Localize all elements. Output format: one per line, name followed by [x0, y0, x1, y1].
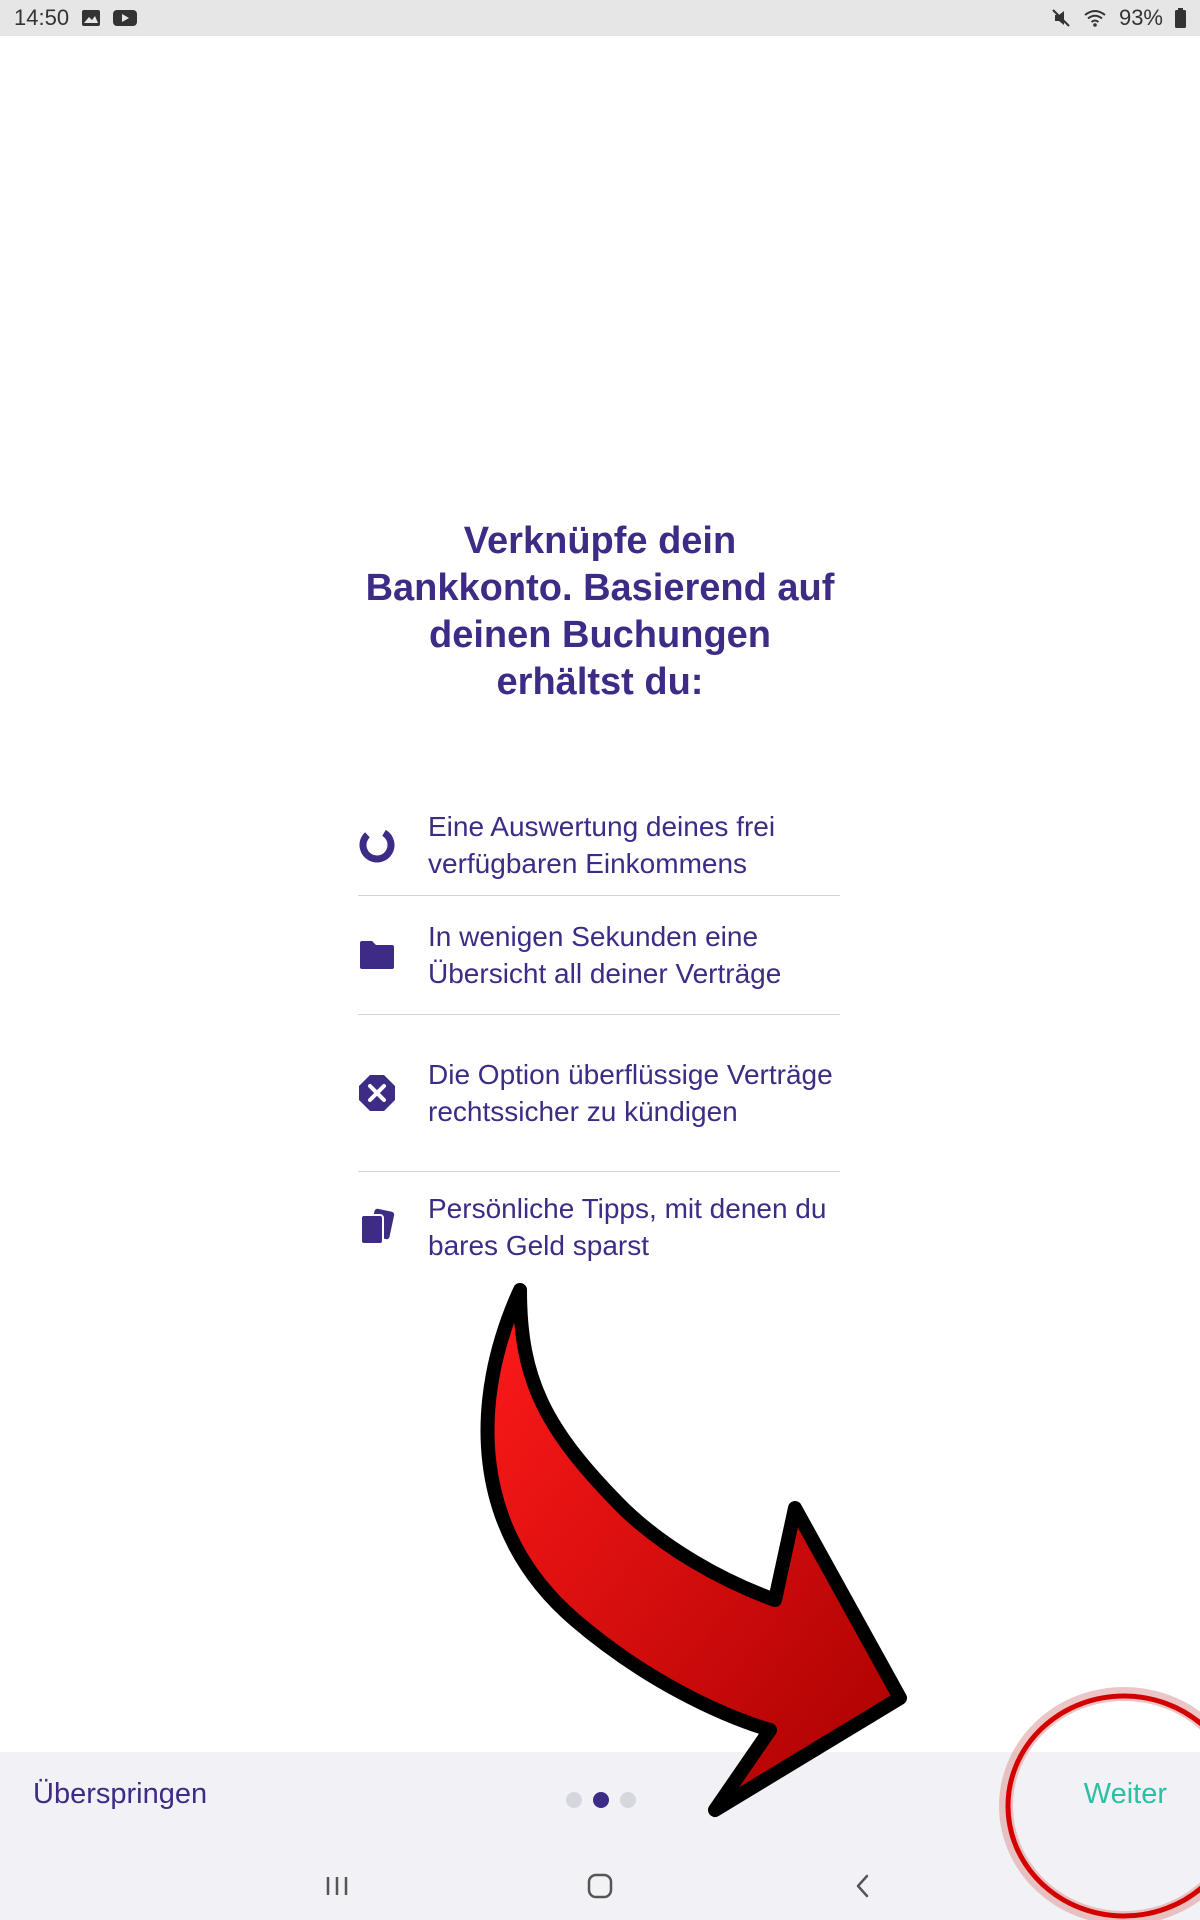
feature-text: In wenigen Sekunden eine Übersicht all deiner Verträge: [428, 921, 782, 989]
youtube-icon: [113, 9, 137, 27]
status-left: [14, 5, 137, 31]
feature-text: Persönliche Tipps, mit denen du bares Geld sparst: [428, 1193, 827, 1261]
wifi-icon: [1083, 9, 1107, 27]
page-dot-active: [593, 1792, 609, 1808]
battery-icon: [1175, 8, 1186, 28]
page-title: Verknüpfe dein Bankkonto. Basierend auf deinen Buchungen erhältst du:: [365, 520, 835, 703]
battery-percent: 93%: [1118, 5, 1163, 30]
cards-icon: [358, 1208, 396, 1246]
home-icon[interactable]: [580, 1868, 620, 1904]
page-indicator: [566, 1792, 636, 1808]
feature-list: [358, 795, 840, 1282]
page-dot: [620, 1792, 636, 1808]
bottom-action-bar: [0, 1752, 1200, 1850]
annotation-arrow: [488, 1290, 900, 1810]
list-item: [358, 896, 840, 1015]
status-time: 14:50: [14, 5, 70, 30]
status-bar: [0, 0, 1200, 36]
feature-text: Eine Auswertung deines frei verfügbaren Einkommens: [428, 811, 776, 879]
status-right: [1051, 5, 1186, 31]
gallery-icon: [81, 9, 101, 27]
folder-icon: [358, 936, 396, 974]
close-circle-icon: [358, 1074, 396, 1112]
donut-progress-icon: [358, 826, 396, 864]
skip-button[interactable]: Überspringen: [33, 1778, 208, 1810]
list-item: [358, 1172, 840, 1282]
mute-icon: [1051, 8, 1071, 28]
page-dot: [566, 1792, 582, 1808]
back-icon[interactable]: [843, 1868, 883, 1904]
navigation-bar: [0, 1850, 1200, 1920]
next-button[interactable]: Weiter: [1083, 1778, 1167, 1810]
list-item: [358, 1015, 840, 1172]
recent-apps-icon[interactable]: [317, 1868, 357, 1904]
feature-text: Die Option überflüssige Verträge rechtssicher zu kündigen: [428, 1059, 833, 1127]
list-item: [358, 795, 840, 896]
